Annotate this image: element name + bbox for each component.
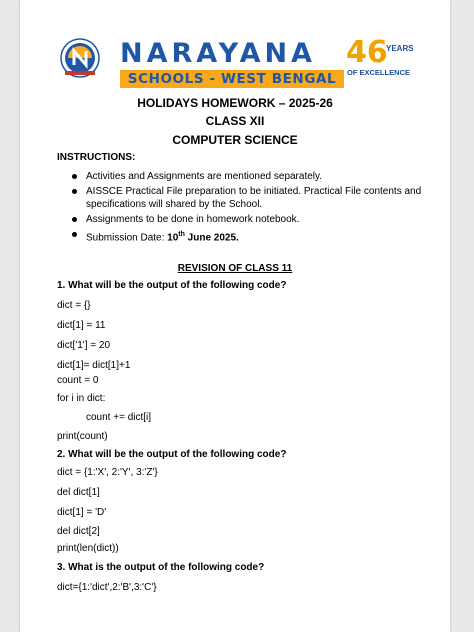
class-heading: CLASS XII [205, 114, 265, 128]
subject-heading: COMPUTER SCIENCE [172, 133, 298, 147]
instruction-item: Assignments to be done in homework notebook. [72, 213, 432, 226]
question-1: 1. What will be the output of the following code? [57, 280, 287, 291]
question-3: 3. What is the output of the following code? [57, 562, 265, 573]
submission-prefix: Submission Date: [86, 232, 168, 244]
question-2: 2. What will be the output of the following code? [57, 449, 287, 460]
code-line: dict[1] = 'D' [57, 507, 107, 518]
code-line: count = 0 [57, 375, 99, 386]
instructions-title: INSTRUCTIONS: [57, 152, 136, 163]
instruction-item: Activities and Assignments are mentioned separately. [72, 170, 432, 183]
code-line: print(len(dict)) [57, 543, 119, 554]
instruction-item: AISSCE Practical File preparation to be initiated. Practical File contents and specifications will shared by the School. [72, 185, 432, 211]
section-title: REVISION OF CLASS 11 [177, 263, 293, 274]
code-line: del dict[1] [57, 487, 100, 498]
code-line: dict = {} [57, 300, 91, 311]
document-title: HOLIDAYS HOMEWORK – 2025-26 [137, 96, 333, 110]
code-line: dict['1'] = 20 [57, 340, 111, 351]
brand-subtitle: SCHOOLS - WEST BENGAL [120, 70, 344, 88]
brand-block [120, 40, 344, 88]
code-line: dict[1]= dict[1]+1 [57, 360, 131, 371]
instruction-item-submission [72, 228, 432, 244]
code-line: dict[1] = 11 [57, 320, 106, 331]
document-page [20, 0, 450, 632]
code-line: count += dict[i] [86, 412, 152, 423]
submission-day: 10 [167, 232, 179, 244]
years-subtitle: OF EXCELLENCE [347, 68, 410, 77]
submission-rest: June 2025. [184, 232, 239, 244]
years-label: YEARS [386, 44, 414, 53]
brand-name: NARAYANA [120, 38, 316, 69]
code-line: dict={1:'dict',2:'B',3:'C'} [57, 582, 157, 593]
code-line: print(count) [57, 431, 108, 442]
years-number: 46 [346, 35, 388, 70]
code-line: dict = {1:'X', 2:'Y', 3:'Z'} [57, 467, 158, 478]
code-line: del dict[2] [57, 526, 100, 537]
code-line: for i in dict: [57, 393, 106, 404]
instructions-list [72, 170, 432, 246]
submission-ordinal: th [178, 231, 185, 238]
years-badge [346, 35, 418, 80]
